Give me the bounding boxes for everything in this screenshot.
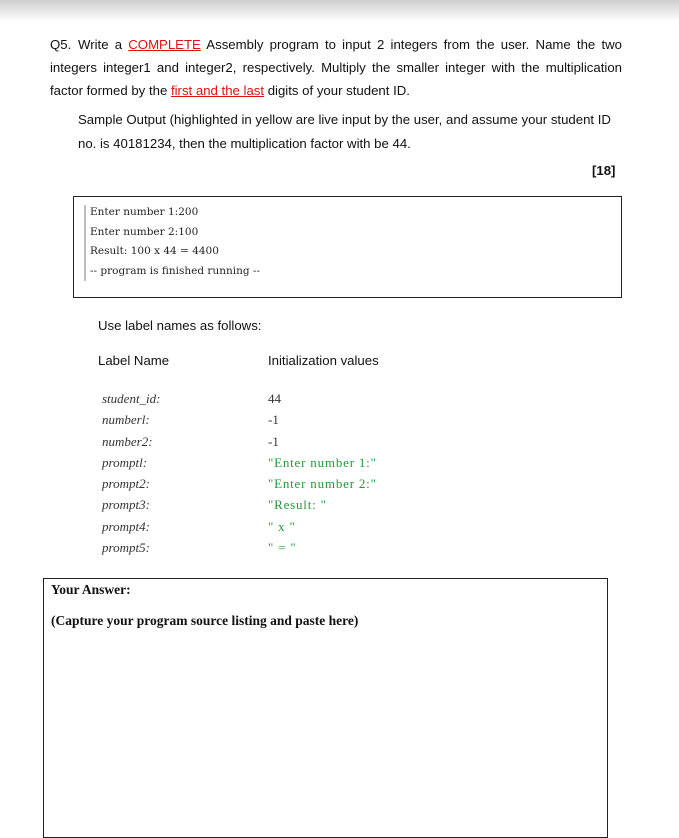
console-output-box — [73, 196, 622, 298]
marks-label: [18] — [592, 163, 616, 178]
question-text — [50, 37, 622, 98]
value-cell-string: "Result: " — [268, 497, 327, 513]
use-labels-heading: Use label names as follows: — [98, 318, 262, 333]
console-line: Enter number 1:200 — [90, 206, 199, 218]
console-line: -- program is finished running -- — [90, 264, 261, 277]
sample-output-description: Sample Output (highlighted in yellow are live input by the user, and assume your student ID no. is 40181234, then the multiplication factor with be 44. — [78, 112, 611, 151]
label-cell: number2: — [102, 433, 153, 449]
table-header-init-values: Initialization values — [268, 353, 379, 368]
question-text-part3: digits of your student ID. — [264, 83, 410, 98]
value-cell-string: " x " — [268, 518, 296, 534]
label-cell: prompt4: — [102, 518, 150, 534]
top-shadow — [0, 0, 679, 22]
label-cell: prompt2: — [102, 476, 150, 492]
label-cell: prompt3: — [102, 497, 150, 513]
value-cell-string: "Enter number 1:" — [268, 454, 377, 470]
init-values-column — [268, 388, 377, 558]
answer-instruction: (Capture your program source listing and paste here) — [51, 613, 359, 628]
question-text-part1: Write a — [78, 37, 129, 52]
first-last-emphasis: first and the last — [170, 83, 265, 98]
complete-emphasis: COMPLETE — [128, 37, 201, 52]
table-header-label-name: Label Name — [98, 353, 170, 368]
label-name-column — [102, 388, 161, 558]
question-block — [50, 33, 622, 102]
value-cell: -1 — [268, 412, 279, 428]
label-cell: numberl: — [102, 412, 150, 428]
console-line: Result: 100 x 44 = 4400 — [90, 245, 219, 257]
label-cell: promptl: — [102, 454, 148, 470]
answer-title: Your Answer: — [51, 582, 131, 597]
answer-box[interactable] — [43, 578, 608, 838]
label-cell: student_id: — [102, 391, 161, 406]
console-line: Enter number 2:100 — [90, 225, 199, 238]
label-cell: prompt5: — [102, 540, 150, 556]
console-gutter — [84, 205, 86, 281]
console-lines — [90, 203, 260, 281]
value-cell-string: " = " — [268, 540, 297, 556]
question-text-part2: Assembly program to input 2 integers from the user. Name the two integers integer1 and integer2, respectively. Multiply the smaller integer with the multiplication factor formed by the — [50, 37, 622, 98]
question-number: Q5. — [50, 37, 72, 52]
value-cell: 44 — [268, 391, 281, 406]
value-cell: -1 — [268, 433, 279, 449]
value-cell-string: "Enter number 2:" — [268, 476, 377, 492]
